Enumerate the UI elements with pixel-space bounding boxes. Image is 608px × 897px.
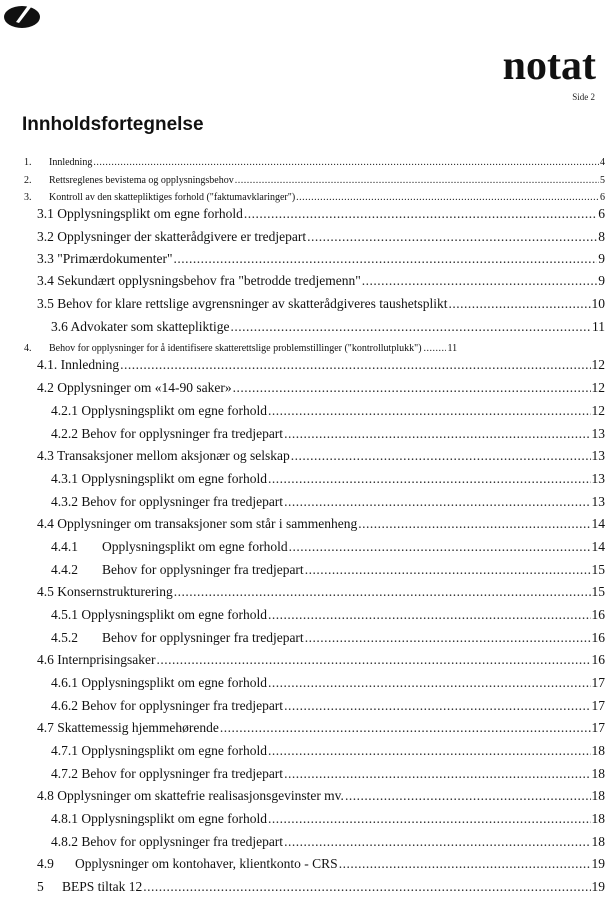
- toc-entry-title: 4.3 Transaksjoner mellom aksjonær og selskap: [37, 448, 290, 463]
- toc-entry-page: 18: [591, 788, 605, 803]
- toc-entry-page: 17: [591, 720, 605, 735]
- toc-entry-4-3-2[interactable]: [51, 494, 605, 510]
- toc-entry-page: 5: [600, 175, 605, 186]
- toc-entry-number: 1.: [24, 157, 32, 168]
- toc-leader: [268, 743, 591, 759]
- toc-leader: [235, 175, 599, 186]
- toc-entry-4-2-2[interactable]: [51, 426, 605, 442]
- toc-leader: [358, 516, 590, 532]
- toc-entry-3-2[interactable]: [37, 229, 605, 245]
- toc-entry-title: 3.6 Advokater som skattepliktige: [51, 319, 230, 334]
- toc-entry-title: 4.1. Innledning: [37, 357, 120, 372]
- toc-entry-page: 13: [591, 471, 605, 486]
- toc-entry-4[interactable]: [24, 343, 605, 354]
- toc-leader: [284, 426, 590, 442]
- toc-entry-page: 11: [592, 319, 605, 334]
- page-number: Side 2: [572, 92, 595, 102]
- toc-leader: [143, 879, 590, 895]
- toc-leader: [174, 584, 591, 600]
- toc-entry-2[interactable]: [24, 175, 605, 186]
- toc-entry-4-7-2[interactable]: [51, 766, 605, 782]
- toc-entry-page: 15: [591, 562, 605, 577]
- toc-entry-page: 4: [600, 157, 605, 168]
- toc-entry-page: 18: [591, 743, 605, 758]
- toc-entry-title: 4.8.1 Opplysningsplikt om egne forhold: [51, 811, 267, 826]
- toc-entry-number: 5: [37, 879, 44, 894]
- toc-entry-title: BEPS tiltak 12: [62, 879, 143, 894]
- toc-leader: [268, 675, 591, 691]
- toc-heading: Innholdsfortegnelse: [22, 114, 204, 135]
- toc-leader: [93, 157, 599, 168]
- toc-leader: [220, 720, 591, 736]
- toc-leader: [268, 403, 591, 419]
- toc-leader: [307, 229, 597, 245]
- toc-entry-title: 4.2.2 Behov for opplysninger fra tredjepart: [51, 426, 284, 441]
- toc-entry-title: 4.5 Konsernstrukturering: [37, 584, 173, 599]
- toc-entry-page: 13: [591, 494, 605, 509]
- toc-entry-4-6-2[interactable]: [51, 698, 605, 714]
- toc-entry-4-6-1[interactable]: [51, 675, 605, 691]
- toc-leader: [305, 562, 591, 578]
- toc-entry-3-5[interactable]: [37, 296, 605, 312]
- toc-entry-title: 4.3.2 Behov for opplysninger fra tredjepart: [51, 494, 284, 509]
- toc-entry-title: Rettsreglenes bevistema og opplysningsbehov: [49, 175, 234, 186]
- toc-entry-4-1[interactable]: [37, 357, 605, 373]
- toc-entry-page: 18: [591, 811, 605, 826]
- toc-entry-page: 19: [591, 856, 605, 871]
- toc-leader: [233, 380, 591, 396]
- toc-leader: [449, 296, 591, 312]
- toc-entry-title: 4.8 Opplysninger om skattefrie realisasjonsgevinster mv.: [37, 788, 344, 803]
- toc-entry-4-8-2[interactable]: [51, 834, 605, 850]
- toc-entry-number: 4.: [24, 343, 32, 354]
- toc-entry-4-5-1[interactable]: [51, 607, 605, 623]
- toc-leader: [268, 811, 591, 827]
- toc-leader: [339, 856, 591, 872]
- toc-entry-title: 3.5 Behov for klare rettslige avgrensninger av skatterådgiveres taushetsplikt: [37, 296, 448, 311]
- toc-entry-title: 4.7 Skattemessig hjemmehørende: [37, 720, 219, 735]
- toc-leader: [424, 343, 446, 354]
- toc-entry-3-6[interactable]: [51, 319, 605, 335]
- toc-entry-title: 3.3 "Primærdokumenter": [37, 251, 173, 266]
- toc-entry-page: 12: [591, 403, 605, 418]
- toc-entry-3[interactable]: [24, 192, 605, 203]
- toc-entry-page: 6: [598, 206, 605, 221]
- toc-entry-title: Opplysningsplikt om egne forhold: [102, 539, 288, 554]
- toc-entry-3-4[interactable]: [37, 273, 605, 289]
- toc-entry-title: Opplysninger om kontohaver, klientkonto - CRS: [75, 856, 338, 871]
- toc-entry-4-4-2[interactable]: [51, 562, 605, 578]
- toc-entry-1[interactable]: [24, 157, 605, 168]
- toc-entry-page: 18: [591, 766, 605, 781]
- toc-entry-title: Kontroll av den skattepliktiges forhold ("faktumavklaringer"): [49, 192, 296, 203]
- toc-entry-page: 9: [598, 251, 605, 266]
- toc-entry-number: 2.: [24, 175, 32, 186]
- toc-entry-3-3[interactable]: [37, 251, 605, 267]
- toc-entry-4-4-1[interactable]: [51, 539, 605, 555]
- toc-entry-4-7-1[interactable]: [51, 743, 605, 759]
- toc-leader: [284, 494, 590, 510]
- toc-entry-title: 3.4 Sekundært opplysningsbehov fra "betrodde tredjemenn": [37, 273, 361, 288]
- toc-entry-title: 4.4 Opplysninger om transaksjoner som står i sammenheng: [37, 516, 358, 531]
- toc-entry-4-8[interactable]: [37, 788, 605, 804]
- toc-entry-title: Behov for opplysninger fra tredjepart: [102, 630, 304, 645]
- toc-entry-title: 4.6 Internprisingsaker: [37, 652, 156, 667]
- toc-entry-4-8-1[interactable]: [51, 811, 605, 827]
- toc-entry-4-3-1[interactable]: [51, 471, 605, 487]
- toc-entry-number: 3.: [24, 192, 32, 203]
- toc-leader: [268, 607, 591, 623]
- toc-entry-page: 15: [591, 584, 605, 599]
- toc-leader: [268, 471, 591, 487]
- toc-leader: [305, 630, 591, 646]
- toc-entry-number: 4.4.1: [51, 539, 78, 554]
- toc-entry-3-1[interactable]: [37, 206, 605, 222]
- toc-entry-4-2-1[interactable]: [51, 403, 605, 419]
- toc-leader: [120, 357, 590, 373]
- toc-entry-page: 6: [600, 192, 605, 203]
- toc-entry-title: 4.6.1 Opplysningsplikt om egne forhold: [51, 675, 267, 690]
- toc-entry-title: Behov for opplysninger for å identifisere skatterettslige problemstillinger ("kontrollutplukk"): [49, 343, 422, 354]
- toc-entry-4-6[interactable]: [37, 652, 605, 668]
- toc-entry-title: 3.2 Opplysninger der skatterådgivere er tredjepart: [37, 229, 307, 244]
- toc-entry-4-4[interactable]: [37, 516, 605, 532]
- toc-leader: [230, 319, 591, 335]
- toc-entry-page: 11: [447, 343, 458, 354]
- toc-entry-4-7[interactable]: [37, 720, 605, 736]
- toc-entry-title: 4.7.2 Behov for opplysninger fra tredjepart: [51, 766, 284, 781]
- toc-leader: [362, 273, 598, 289]
- toc-leader: [156, 652, 590, 668]
- toc-entry-page: 8: [598, 229, 605, 244]
- toc-leader: [244, 206, 597, 222]
- toc-entry-4-9[interactable]: [37, 856, 605, 872]
- toc-leader: [284, 766, 590, 782]
- toc-leader: [284, 698, 590, 714]
- toc-entry-page: 17: [591, 698, 605, 713]
- toc-entry-page: 13: [591, 426, 605, 441]
- toc-entry-page: 14: [591, 516, 605, 531]
- toc-entry-4-3[interactable]: [37, 448, 605, 464]
- toc-leader: [289, 539, 591, 555]
- toc-entry-number: 4.9: [37, 856, 54, 871]
- toc-entry-page: 9: [598, 273, 605, 288]
- document-type-title: notat: [502, 43, 596, 89]
- toc-entry-page: 10: [591, 296, 605, 311]
- toc-entry-number: 4.4.2: [51, 562, 78, 577]
- toc-entry-title: 4.3.1 Opplysningsplikt om egne forhold: [51, 471, 267, 486]
- toc-leader: [174, 251, 598, 267]
- toc-entry-page: 14: [591, 539, 605, 554]
- toc-entry-4-2[interactable]: [37, 380, 605, 396]
- toc-entry-title: 4.8.2 Behov for opplysninger fra tredjepart: [51, 834, 284, 849]
- toc-entry-title: Innledning: [49, 157, 93, 168]
- toc-entry-page: 13: [591, 448, 605, 463]
- toc-leader: [345, 788, 591, 804]
- toc-entry-number: 4.5.2: [51, 630, 78, 645]
- toc-leader: [284, 834, 590, 850]
- toc-entry-4-5-2[interactable]: [51, 630, 605, 646]
- toc-entry-title: 4.7.1 Opplysningsplikt om egne forhold: [51, 743, 267, 758]
- toc-entry-page: 12: [591, 357, 605, 372]
- toc-entry-title: Behov for opplysninger fra tredjepart: [102, 562, 304, 577]
- toc-entry-title: 4.5.1 Opplysningsplikt om egne forhold: [51, 607, 267, 622]
- toc-entry-page: 19: [591, 879, 605, 894]
- toc-entry-title: 3.1 Opplysningsplikt om egne forhold: [37, 206, 243, 221]
- toc-entry-4-5[interactable]: [37, 584, 605, 600]
- toc-entry-title: 4.2.1 Opplysningsplikt om egne forhold: [51, 403, 267, 418]
- toc-entry-5[interactable]: [37, 879, 605, 895]
- toc-leader: [291, 448, 591, 464]
- toc-entry-page: 12: [591, 380, 605, 395]
- toc-leader: [296, 192, 599, 203]
- toc-entry-page: 17: [591, 675, 605, 690]
- toc-entry-page: 18: [591, 834, 605, 849]
- toc-entry-page: 16: [591, 652, 605, 667]
- toc-entry-page: 16: [591, 607, 605, 622]
- toc-entry-title: 4.6.2 Behov for opplysninger fra tredjepart: [51, 698, 284, 713]
- toc-entry-page: 16: [591, 630, 605, 645]
- toc-entry-title: 4.2 Opplysninger om «14-90 saker»: [37, 380, 232, 395]
